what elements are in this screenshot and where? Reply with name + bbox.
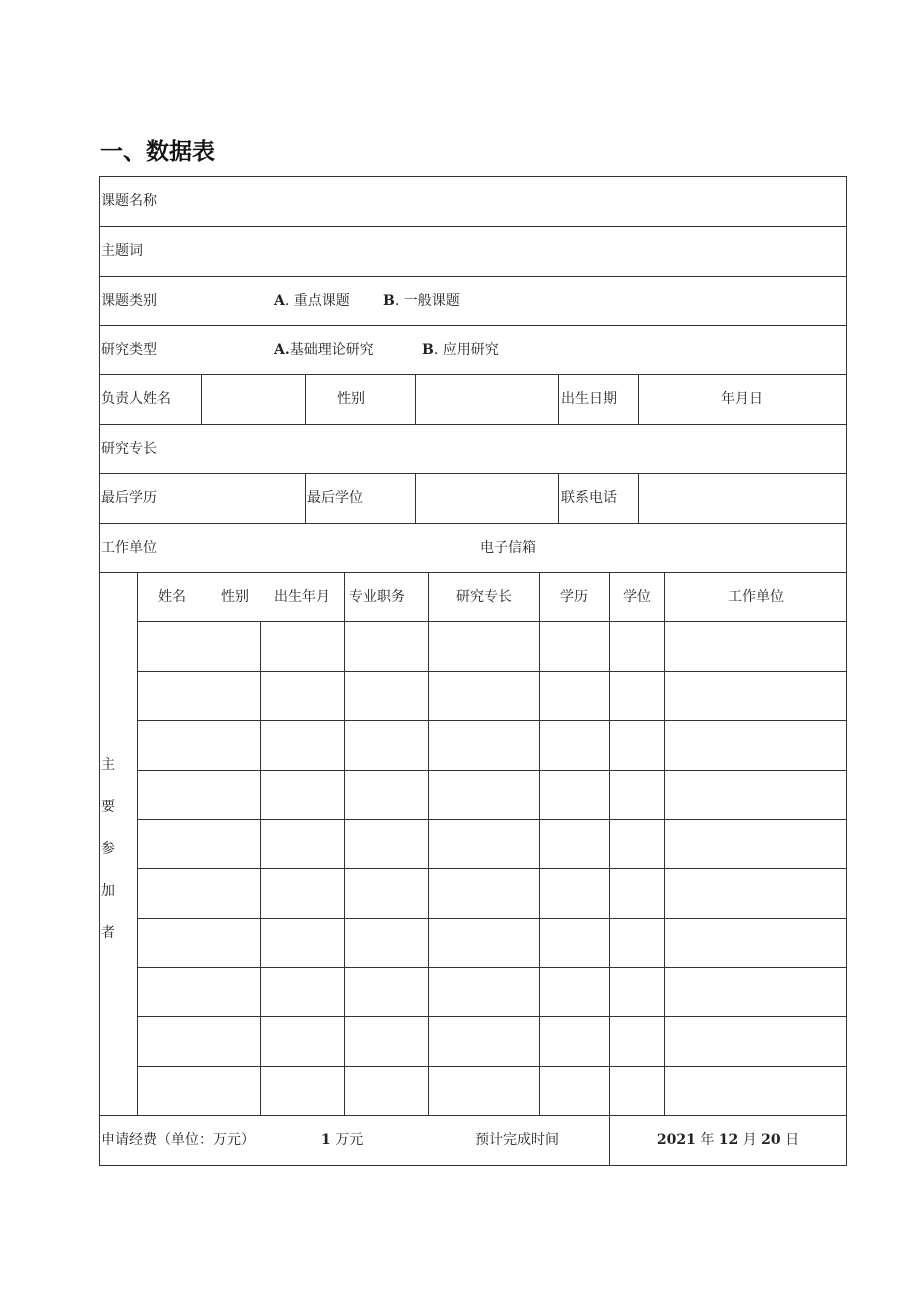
column-header-birth-month: 出生年月: [274, 589, 330, 605]
col-divider: [260, 621, 261, 1115]
degree-label: 最后学位: [307, 490, 363, 506]
row-divider: [99, 374, 847, 375]
data-form-table: [99, 176, 847, 1166]
research-type-label: 研究类型: [101, 342, 157, 358]
col-divider: [137, 572, 138, 1115]
col-divider: [428, 572, 429, 1115]
col-divider: [305, 374, 306, 424]
column-header-name: 姓名: [158, 589, 186, 605]
email-label: 电子信箱: [480, 540, 536, 556]
option-key: A: [274, 293, 285, 309]
column-header-gender: 性别: [221, 589, 249, 605]
phone-label: 联系电话: [561, 490, 617, 506]
col-divider: [344, 572, 345, 1115]
topic-label: 课题名称: [101, 193, 157, 209]
completion-day: 20: [761, 1132, 781, 1148]
grid-row-divider: [137, 967, 847, 968]
col-divider: [305, 473, 306, 523]
category-option-b: [383, 292, 460, 310]
birthdate-label: 出生日期: [561, 391, 617, 407]
completion-date: [657, 1131, 799, 1149]
row-divider: [99, 473, 847, 474]
col-divider: [201, 374, 202, 424]
option-text: . 重点课题: [284, 293, 350, 309]
participants-label-char: 参: [101, 841, 115, 857]
column-header-degree: 学位: [623, 589, 651, 605]
row-divider: [99, 276, 847, 277]
education-label: 最后学历: [101, 490, 157, 506]
birthdate-value: 年月日: [721, 391, 763, 407]
day-unit: 日: [785, 1132, 800, 1148]
col-divider: [558, 473, 559, 523]
option-text: 基础理论研究: [289, 342, 374, 358]
year-unit: 年: [700, 1132, 715, 1148]
col-divider: [558, 374, 559, 424]
funding-value: [321, 1131, 363, 1149]
grid-row-divider: [137, 720, 847, 721]
category-option-a: [274, 292, 350, 310]
row-divider: [99, 1115, 847, 1116]
keywords-label: 主题词: [101, 243, 143, 259]
employer-label: 工作单位: [101, 540, 157, 556]
completion-month: 12: [718, 1132, 739, 1148]
option-key: B: [422, 342, 434, 358]
grid-row-divider: [137, 621, 847, 622]
gender-label: 性别: [337, 391, 365, 407]
funding-label: 申请经费（单位：万元）: [101, 1132, 255, 1148]
category-label: 课题类别: [101, 293, 157, 309]
col-divider: [638, 374, 639, 424]
col-divider: [609, 572, 610, 1165]
option-text: . 应用研究: [433, 342, 499, 358]
option-key: A.: [274, 342, 290, 358]
completion-year: 2021: [656, 1132, 696, 1148]
col-divider: [664, 572, 665, 1115]
col-divider: [415, 374, 416, 424]
participants-label-char: 加: [101, 883, 115, 899]
table-border-top: [99, 176, 847, 177]
row-divider: [99, 572, 847, 573]
funding-unit: 万元: [335, 1132, 364, 1148]
grid-row-divider: [137, 1016, 847, 1017]
research-option-a: [274, 341, 374, 359]
grid-row-divider: [137, 918, 847, 919]
completion-label: 预计完成时间: [475, 1132, 559, 1148]
option-key: B: [383, 293, 395, 309]
column-header-title: 专业职务: [349, 589, 405, 605]
grid-row-divider: [137, 770, 847, 771]
participants-label: [101, 744, 115, 954]
month-unit: 月: [742, 1132, 757, 1148]
column-header-specialty: 研究专长: [456, 589, 512, 605]
participants-label-char: 要: [101, 799, 115, 815]
grid-row-divider: [137, 1066, 847, 1067]
page-title: 一、数据表: [100, 139, 215, 165]
row-divider: [99, 424, 847, 425]
leader-name-label: 负责人姓名: [101, 391, 171, 407]
col-divider: [539, 572, 540, 1115]
option-text: . 一般课题: [394, 293, 460, 309]
participants-label-char: 主: [101, 757, 115, 773]
grid-row-divider: [137, 868, 847, 869]
specialty-label: 研究专长: [101, 441, 157, 457]
column-header-employer: 工作单位: [728, 589, 784, 605]
table-border-bottom: [99, 1165, 847, 1166]
funding-amount: 1: [321, 1132, 331, 1148]
row-divider: [99, 523, 847, 524]
col-divider: [638, 473, 639, 523]
col-divider: [415, 473, 416, 523]
participants-label-char: 者: [101, 925, 115, 941]
grid-row-divider: [137, 671, 847, 672]
grid-row-divider: [137, 819, 847, 820]
row-divider: [99, 226, 847, 227]
research-option-b: [422, 341, 499, 359]
column-header-education: 学历: [560, 589, 588, 605]
row-divider: [99, 325, 847, 326]
